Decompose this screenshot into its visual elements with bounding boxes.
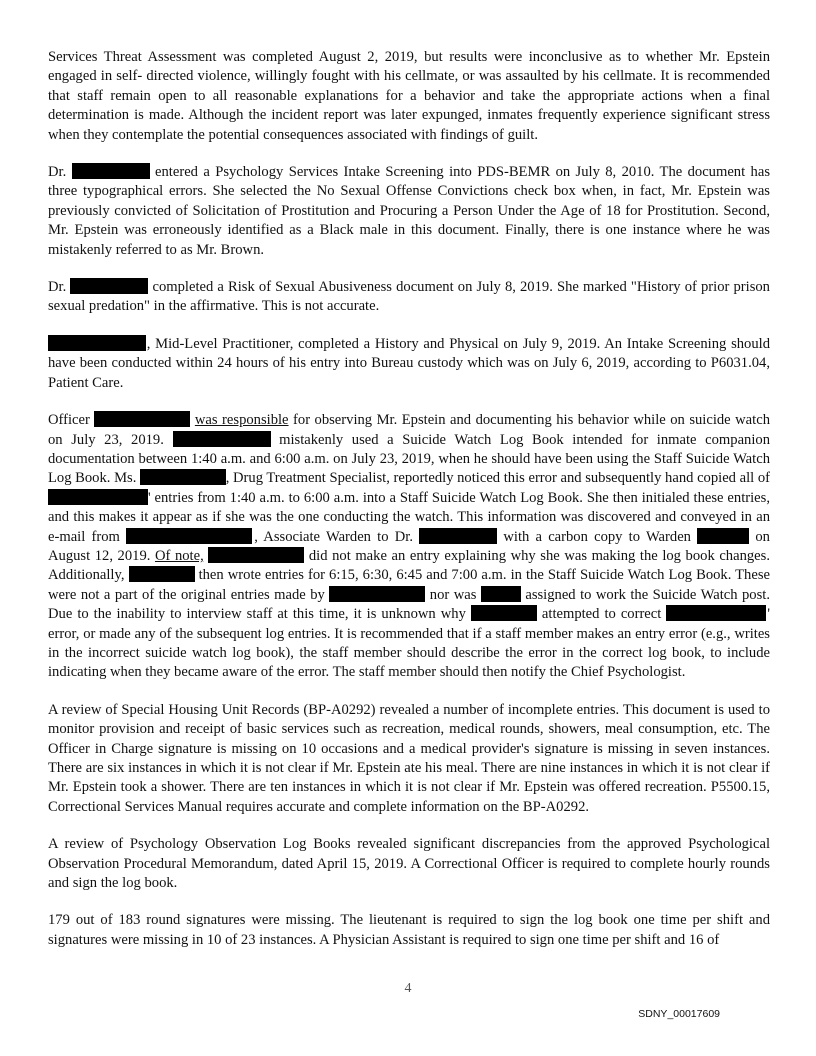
redaction-block — [419, 528, 497, 544]
paragraph-suicide-watch — [48, 411, 770, 683]
text-segment: then wrote entries for 6:15, 6:30, 6:45 and 7:00 a.m. in the Staff Suicide Watch Log Book. These were not a part of the original entries made by — [48, 567, 770, 603]
text-segment: Dr. — [48, 279, 67, 296]
text-segment: completed a Risk of Sexual Abusiveness document on July 8, 2019. She marked "History of prior prison sexual predation" in the affirmative. This is not accurate. — [48, 279, 770, 315]
text-segment: did not make an entry explaining why she was making the log book changes. Additionally, — [48, 547, 770, 584]
text-segment: assigned to work the Suicide Watch post. Due to the inability to interview staff at this time, it is unknown why — [48, 586, 770, 623]
text-segment: on August 12, 2019. — [48, 528, 770, 564]
paragraph-text: A review of Special Housing Unit Records (BP-A0292) revealed a number of incomplete entries. This document is used to monitor provision and receipt of basic services such as recreation, medical rounds, showers, meal consumption, etc. The Officer in Charge signature is missing on 10 occasions and a medical provider's signature is missing in seven instances. There are six instances in which it is not clear if Mr. Epstein ate his meal. There are nine instances in which it is not clear if Mr. Epstein took a shower. There are ten instances in which it is not clear if Mr. Epstein was offered recreation. P5500.15, Correctional Services Manual requires accurate and complete information on the BP-A0292. — [48, 701, 770, 815]
text-segment: entered a Psychology Services Intake Screening into PDS-BEMR on July 8, 2010. The document has three typographical errors. She selected the No Sexual Offense Convictions check box when, in fact, Mr. Epstein was previously convicted of Solicitation of Prostitution and Procuring a Person Under the Age of 18 for Prostitution. Second, Mr. Epstein was erroneously identified as a Black male in this document. Finally, there is one instance where he was mistakenly referred to as Mr. Brown. — [48, 164, 770, 258]
redaction-block — [173, 431, 271, 447]
redaction-block — [697, 528, 749, 544]
redaction-block — [666, 605, 766, 621]
redaction-block — [481, 586, 521, 602]
paragraph-text: A review of Psychology Observation Log Books revealed significant discrepancies from the approved Psychological Observation Procedural Memorandum, dated April 15, 2019. A Correctional Officer is required to complete hourly rounds and sign the log book. — [48, 836, 770, 892]
redaction-block — [70, 278, 148, 294]
paragraph-history-physical — [48, 335, 770, 393]
text-segment: nor was — [429, 586, 477, 603]
paragraph-observation-log — [48, 835, 770, 893]
text-segment: , Mid-Level Practitioner, completed a History and Physical on July 9, 2019. An Intake Screening should have been conducted within 24 hours of his entry into Bureau custody which was on July 6, 2019, according to P6031.04, Patient Care. — [48, 335, 770, 391]
text-segment: attempted to correct — [541, 606, 662, 623]
paragraph-intake-screening — [48, 163, 770, 260]
paragraph-text: 179 out of 183 round signatures were missing. The lieutenant is required to sign the log book one time per shift and signatures were missing in 10 of 23 instances. A Physician Assistant is required to sign one time per shift and 16 of — [48, 912, 770, 948]
redaction-block — [471, 605, 537, 621]
paragraph-text: Services Threat Assessment was completed August 2, 2019, but results were inconclusive as to whether Mr. Epstein engaged in self- directed violence, willingly fought with his cellmate, or was assaulted by his cellmate. It is recommended that staff remain open to all reasonable explanations for a behavior and take the appropriate actions when a final determination is made. Although the incident report was later expunged, inmates frequently experience significant stress when they contemplate the potential consequences associated with findings of guilt. — [48, 49, 770, 143]
text-segment: ' entries from 1:40 a.m. to 6:00 a.m. into a Staff Suicide Watch Log Book. She then initialed these entries, and this makes it appear as if she was the one conducting the watch. This information was discovered and conveyed in an e-mail from — [48, 489, 770, 545]
redaction-block — [48, 489, 148, 505]
document-body — [48, 48, 770, 968]
text-segment: ' error, or made any of the subsequent log entries. It is recommended that if a staff member makes an entry error (e.g., writes in the incorrect suicide watch log book), the staff member should describe the error in the correct log book, to include indicating when they became aware of the error. The staff member should then notify the Chief Psychologist. — [48, 606, 770, 681]
text-segment: mistakenly used a Suicide Watch Log Book intended for inmate companion documentation between 1:40 a.m. and 6:00 a.m. on July 23, 2019, when he should have been using the Staff Suicide Watch Log Book. Ms. — [48, 431, 770, 487]
redaction-block — [208, 547, 304, 563]
paragraph-threat-assessment — [48, 48, 770, 145]
redaction-block — [94, 411, 190, 427]
paragraph-round-signatures — [48, 911, 770, 950]
page-number: 4 — [404, 981, 412, 996]
redaction-block — [329, 586, 425, 602]
paragraph-risk-sexual-abusiveness — [48, 278, 770, 317]
redaction-block — [48, 335, 146, 351]
redaction-block — [72, 163, 150, 179]
text-segment: , Associate Warden to Dr. — [254, 528, 413, 545]
text-segment-underlined: Of note, — [154, 547, 204, 564]
text-segment: Officer — [48, 412, 90, 429]
redaction-block — [129, 566, 195, 582]
text-segment: , Drug Treatment Specialist, reportedly noticed this error and subsequently hand copied all of — [225, 470, 771, 487]
bates-number: SDNY_00017609 — [638, 1008, 720, 1020]
redaction-block — [126, 528, 252, 544]
text-segment-underlined: was responsible — [194, 412, 289, 429]
text-segment: Dr. — [48, 164, 67, 181]
text-segment: with a carbon copy to Warden — [503, 528, 691, 545]
redaction-block — [140, 469, 226, 485]
text-segment: for observing Mr. Epstein and documenting his behavior while on suicide watch on July 23, 2019. — [48, 412, 770, 448]
paragraph-shu-records — [48, 701, 770, 817]
